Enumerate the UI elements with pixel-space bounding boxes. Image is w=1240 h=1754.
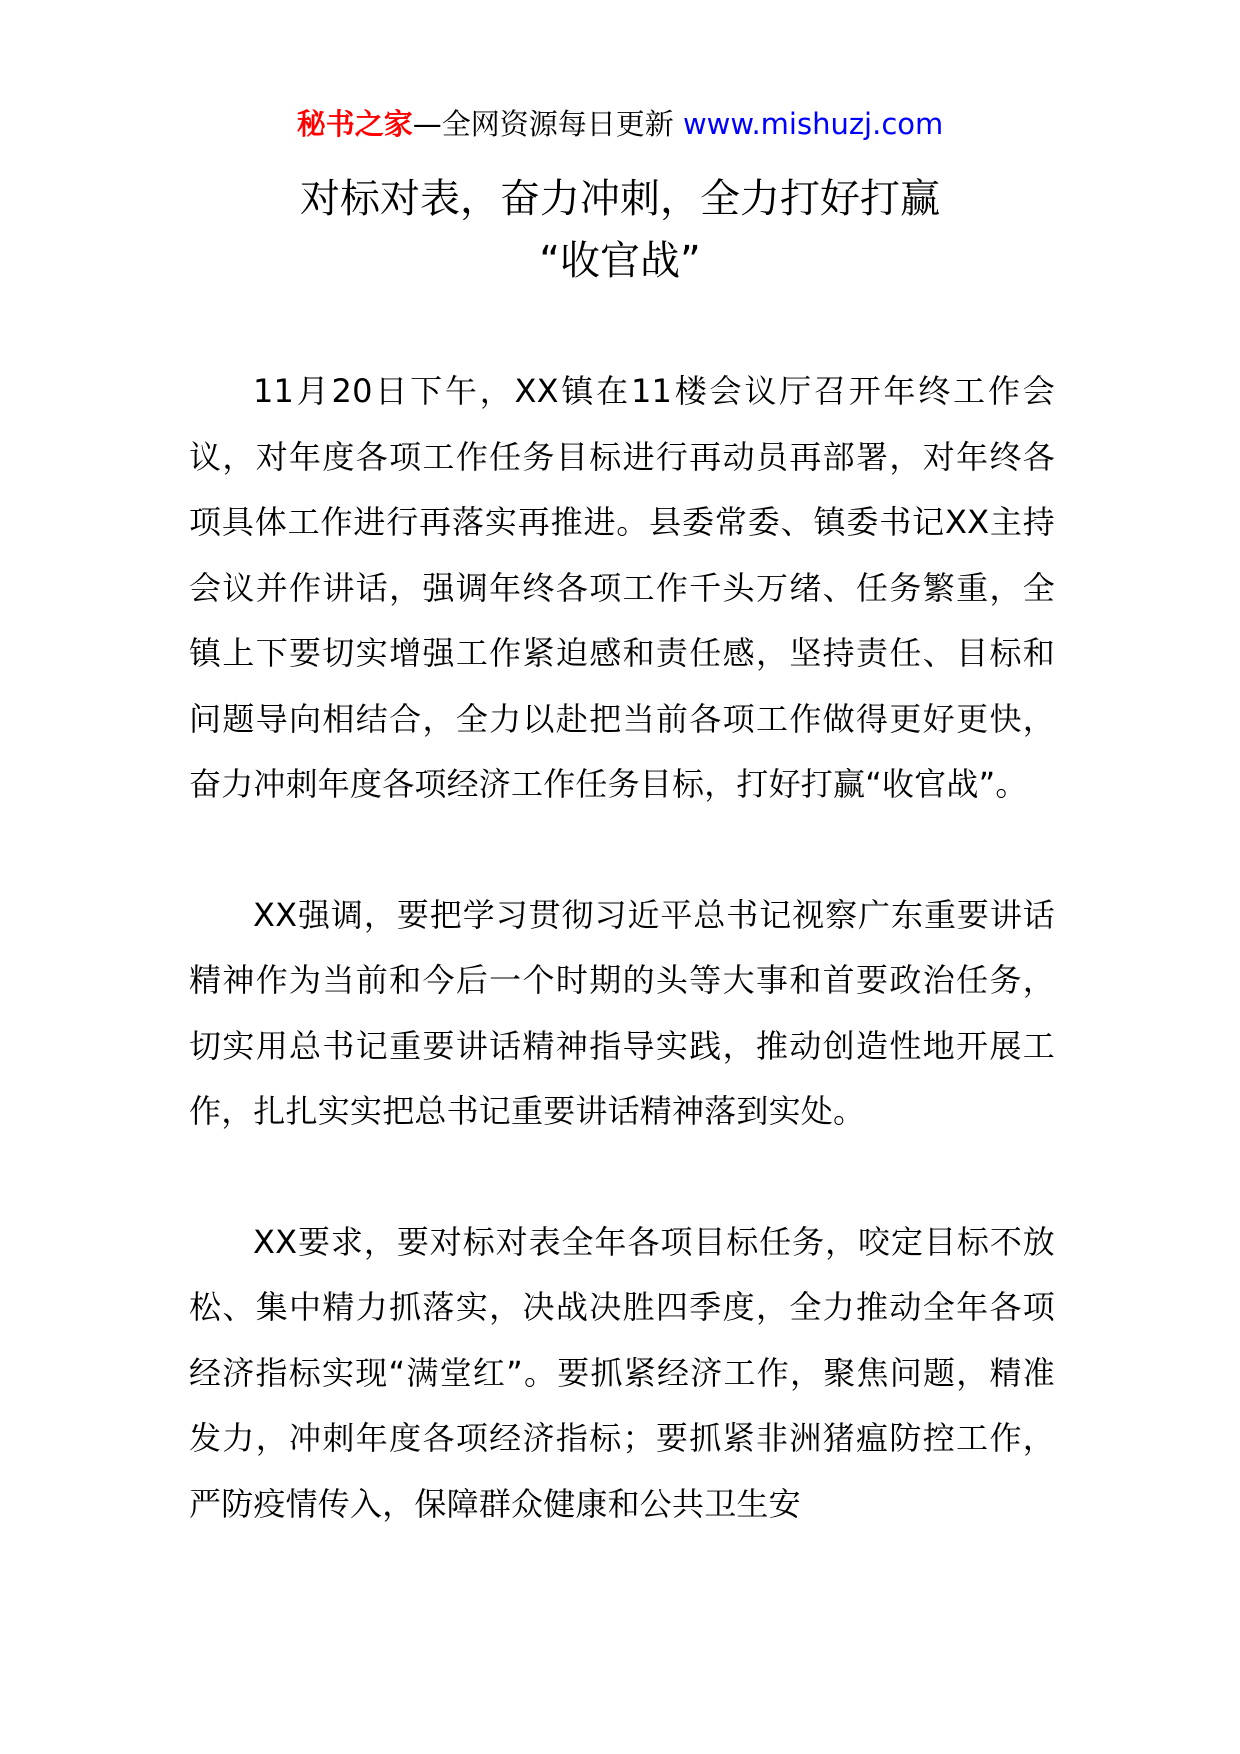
title-line-1: 对标对表，奋力冲刺，全力打好打赢 — [300, 176, 940, 222]
article-body — [189, 359, 1055, 1602]
document-title — [0, 168, 1240, 292]
title-line-2: “收官战” — [539, 238, 701, 284]
site-brand: 秘书之家 — [296, 107, 413, 141]
site-header — [0, 104, 1240, 144]
site-url-link[interactable]: www.mishuzj.com — [682, 107, 944, 141]
site-slogan: —全网资源每日更新 — [412, 107, 674, 141]
paragraph-3: XX要求，要对标对表全年各项目标任务，咬定目标不放松、集中精力抓落实，决战决胜四季度，全力推动全年各项经济指标实现“满堂红”。要抓紧经济工作，聚焦问题，精准发力，冲刺年度各项经济指标；要抓紧非洲猪瘟防控工作，严防疫情传入，保障群众健康和公共卫生安 — [189, 1222, 1055, 1523]
paragraph-2: XX强调，要把学习贯彻习近平总书记视察广东重要讲话精神作为当前和今后一个时期的头等大事和首要政治任务，切实用总书记重要讲话精神指导实践，推动创造性地开展工作，扎扎实实把总书记重要讲话精神落到实处。 — [189, 895, 1055, 1130]
paragraph-1: 11月20日下午，XX镇在11楼会议厅召开年终工作会议，对年度各项工作任务目标进行再动员再部署，对年终各项具体工作进行再落实再推进。县委常委、镇委书记XX主持会议并作讲话，强调年终各项工作千头万绪、任务繁重，全镇上下要切实增强工作紧迫感和责任感，坚持责任、目标和问题导向相结合，全力以赴把当前各项工作做得更好更快，奋力冲刺年度各项经济工作任务目标，打好打赢“收官战”。 — [189, 372, 1055, 803]
